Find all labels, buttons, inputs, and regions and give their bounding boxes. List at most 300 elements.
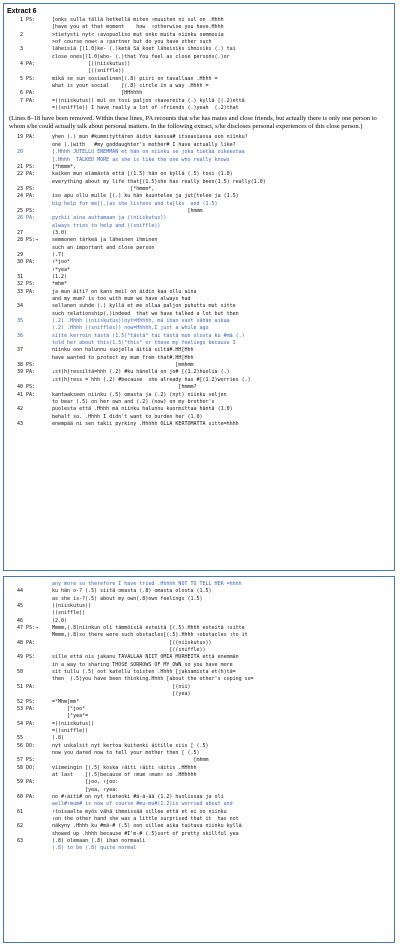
utterance-text: kaiken mun elämästä että [(1.5) hän on kyllä (.5) tosi (1.0) bbox=[52, 171, 233, 178]
line-number: 27 bbox=[16, 229, 23, 236]
transcript-line bbox=[7, 274, 391, 281]
transcript-line bbox=[7, 54, 391, 61]
transcript-line bbox=[7, 588, 391, 595]
transcript-line bbox=[7, 289, 391, 296]
speaker-label: PA: bbox=[26, 193, 36, 200]
line-number bbox=[7, 355, 26, 362]
transcript-line bbox=[7, 186, 391, 193]
line-number: 28 bbox=[16, 237, 23, 244]
speaker-label bbox=[26, 728, 52, 735]
speaker-label: PS: bbox=[26, 17, 36, 23]
utterance-text: [(nii) bbox=[52, 683, 191, 690]
utterance-text: sitte kerroin tästä (1.5)°tästä° tai tästä mun olosta ku #mä (.) bbox=[52, 332, 245, 339]
speaker-label: PA: bbox=[26, 134, 36, 141]
speaker-label: PA: bbox=[26, 720, 36, 727]
transcript-line bbox=[7, 662, 391, 669]
speaker-label bbox=[26, 318, 52, 325]
line-number bbox=[7, 632, 26, 639]
utterance-text: [*hmmm*, bbox=[52, 163, 77, 170]
utterance-text: [(yea) bbox=[52, 691, 191, 698]
speaker-label: PS: bbox=[26, 185, 36, 192]
transcript-line bbox=[7, 676, 391, 683]
speaker-label bbox=[26, 610, 52, 617]
utterance-text: [have you at that moment how ↑otherwise you have.Hhhh bbox=[52, 24, 224, 31]
utterance-text: kantaakseen niinku (.5) omasta ja (.2) (nyt) niinku veljen bbox=[52, 391, 227, 398]
line-number: 47 bbox=[16, 625, 23, 632]
line-number bbox=[7, 816, 26, 823]
line-number bbox=[7, 179, 26, 186]
transcript-lines-1b bbox=[7, 134, 391, 428]
speaker-label bbox=[26, 632, 52, 639]
speaker-label: PS: bbox=[26, 362, 36, 369]
speaker-label bbox=[26, 750, 52, 757]
transcript-line bbox=[7, 355, 391, 362]
utterance-text: [°joo° bbox=[52, 705, 86, 712]
line-number: 52 bbox=[16, 698, 23, 705]
line-number bbox=[7, 662, 26, 669]
speaker-label bbox=[26, 669, 52, 676]
line-number bbox=[7, 105, 26, 112]
transcript-lines-2 bbox=[7, 581, 391, 853]
speaker-label bbox=[26, 676, 52, 683]
line-number: 22 bbox=[16, 171, 23, 178]
transcript-line bbox=[7, 377, 391, 384]
utterance-text: no #↑äiti# on nyt tietenki #ä-ä-ää (1.2) huolissaa ja oli bbox=[52, 793, 224, 800]
speaker-label bbox=[26, 809, 52, 816]
transcript-line bbox=[7, 713, 391, 720]
transcript-panel-bottom bbox=[3, 576, 395, 943]
line-number: 35 bbox=[16, 318, 23, 325]
speaker-label bbox=[26, 414, 52, 421]
transcript-line bbox=[7, 787, 391, 794]
transcript-line bbox=[7, 296, 391, 303]
transcript-line bbox=[7, 311, 391, 318]
line-number: 6 bbox=[19, 90, 23, 97]
line-number bbox=[7, 267, 26, 274]
transcript-line bbox=[7, 728, 391, 735]
transcript-line bbox=[7, 237, 391, 244]
omission-note: (Lines 8–18 have been removed. Within these lines, PA recounts that s/he has mates and close friends, but actually there is only one person to whom s/he could actually talk about personal matters. In the following extract, s/he discloses personal experiences of this close person.) bbox=[9, 115, 377, 131]
line-number bbox=[7, 845, 26, 852]
utterance-text: (.8) to be (.8) quite normal bbox=[52, 845, 137, 852]
line-number: 2 bbox=[19, 31, 23, 38]
transcript-line bbox=[7, 735, 391, 742]
transcript-line bbox=[7, 384, 391, 391]
speaker-label: PS: bbox=[26, 163, 36, 170]
speaker-label bbox=[26, 39, 52, 46]
line-number bbox=[7, 801, 26, 808]
line-number: 39 bbox=[16, 369, 23, 376]
utterance-text: nyt uskalsit nyt kertoa kuitenki äitille siis [ (.5) bbox=[52, 742, 209, 749]
line-number bbox=[7, 39, 26, 46]
utterance-text: [yea, ↑yea: bbox=[52, 786, 119, 793]
transcript-line bbox=[7, 32, 391, 39]
utterance-text: ku hän o-? (.5) siitä omasta (.8) omasta olosta (1.5) bbox=[52, 588, 212, 595]
speaker-label bbox=[26, 581, 52, 588]
transcript-line bbox=[7, 838, 391, 845]
transcript-line bbox=[7, 625, 391, 632]
line-number: 41 bbox=[16, 391, 23, 398]
line-number: 33 bbox=[16, 288, 23, 295]
line-number: 5 bbox=[19, 75, 23, 82]
utterance-text: big help for me[(.)as she listens and ta[lks and (1.5) bbox=[52, 200, 218, 207]
utterance-text: ((sniffle)) bbox=[52, 610, 86, 617]
transcript-line bbox=[7, 17, 391, 24]
utterance-text: [hmmm bbox=[52, 207, 203, 214]
utterance-text: [joo, ↑joo: bbox=[52, 779, 119, 786]
transcript-line bbox=[7, 823, 391, 830]
utterance-text: semmonen tärkeä ja läheinen ihminen bbox=[52, 237, 158, 244]
utterance-text: in a way to sharing THOSE SORROWS OF MY OWN so you have more bbox=[52, 661, 233, 668]
transcript-line bbox=[7, 149, 391, 156]
transcript-line bbox=[7, 801, 391, 808]
utterance-text: ↑*yea* bbox=[52, 266, 71, 273]
utterance-text: (.8) bbox=[52, 735, 65, 742]
speaker-label bbox=[26, 838, 52, 845]
transcript-line bbox=[7, 245, 391, 252]
utterance-text: (.2) .Hhhh ((sniffles)) now=Hhhhh,I just a while ago bbox=[52, 325, 209, 332]
utterance-text: =((niiskutus)) bbox=[52, 720, 95, 727]
utterance-text: at last [(.5)because of ↑mum ↑mum↑ so .HHhhhh bbox=[52, 771, 197, 778]
utterance-text: [.Hhhh TALKED MORE as she is like the one who really knows bbox=[52, 156, 230, 163]
utterance-text: any more so therefore I have tried .Hhhhh NOT TO TELL HER =hhhh bbox=[52, 581, 242, 587]
transcript-line bbox=[7, 369, 391, 376]
transcript-line bbox=[7, 68, 391, 75]
utterance-text: close ones[(1.0)who- (.)that You feel as close persons(.)or bbox=[52, 53, 230, 60]
utterance-text: [((sniffle)) bbox=[52, 647, 206, 654]
utterance-text: well#↑mum# is now of course #mu-mu#(1.2)is worried about and bbox=[52, 801, 233, 808]
transcript-line bbox=[7, 699, 391, 706]
line-number: 43 bbox=[16, 420, 23, 427]
line-number: 19 bbox=[16, 134, 23, 141]
speaker-label: PA: bbox=[26, 391, 36, 398]
speaker-label bbox=[26, 713, 52, 720]
line-number: 23 bbox=[16, 185, 23, 192]
utterance-text: have wanted to protect my mum from that#.HH[Hhh bbox=[52, 354, 194, 361]
line-number bbox=[7, 728, 26, 735]
speaker-label bbox=[26, 588, 52, 595]
speaker-label bbox=[26, 406, 52, 413]
utterance-text: =((sniffle)) bbox=[52, 727, 89, 734]
utterance-text: [.Hhhh JUTELLU ENEMMÄN et hän on niinku se joka tietää oikeestaa bbox=[52, 149, 245, 156]
speaker-label bbox=[26, 772, 52, 779]
transcript-line bbox=[7, 669, 391, 676]
speaker-label: PS:→ bbox=[26, 625, 39, 632]
utterance-text: ((niiskutus)) bbox=[52, 603, 92, 610]
transcript-line bbox=[7, 596, 391, 603]
line-number bbox=[7, 750, 26, 757]
transcript-line bbox=[7, 647, 391, 654]
line-number: 37 bbox=[16, 347, 23, 354]
speaker-label: PS: bbox=[26, 384, 36, 391]
transcript-line bbox=[7, 201, 391, 208]
utterance-text: [((niiskutus)) bbox=[52, 61, 131, 68]
utterance-text: then (.5)you have been thinking.Hhhh [about the other's coping so= bbox=[52, 676, 254, 683]
line-number bbox=[7, 325, 26, 332]
speaker-label: PS:→ bbox=[26, 237, 39, 244]
line-number: 48 bbox=[16, 639, 23, 646]
utterance-text: (.7) bbox=[52, 251, 65, 258]
transcript-line bbox=[7, 654, 391, 661]
line-number: 4 bbox=[19, 61, 23, 68]
speaker-label bbox=[26, 83, 52, 90]
utterance-text: sit tullu (.5) oot katellu toisten .Hhhh [jaksamista et(h)tä= bbox=[52, 669, 236, 676]
speaker-label bbox=[26, 142, 52, 149]
line-number bbox=[7, 83, 26, 90]
utterance-text: [*hmmm*, bbox=[52, 185, 155, 192]
transcript-line bbox=[7, 98, 391, 105]
speaker-label bbox=[26, 32, 52, 39]
line-number bbox=[7, 68, 26, 75]
speaker-label bbox=[26, 377, 52, 384]
speaker-label bbox=[26, 333, 52, 340]
speaker-label bbox=[26, 801, 52, 808]
utterance-text: to bear (.5) on her own and (.2) (now) on my brother's bbox=[52, 398, 215, 405]
line-number: 20 bbox=[16, 149, 23, 156]
utterance-text: one (.)with #my goddaughter's mother# I have actually like? bbox=[52, 141, 236, 148]
transcript-line bbox=[7, 772, 391, 779]
line-number: 7 bbox=[19, 97, 23, 104]
transcript-line bbox=[7, 845, 391, 852]
utterance-text: [HHhhhh bbox=[52, 90, 143, 97]
line-number bbox=[7, 296, 26, 303]
utterance-text: enempää ni sen takii pyrkiny .Hhhhh OLLA KERTOMATTA sitte=hhhh bbox=[52, 420, 239, 427]
line-number bbox=[7, 647, 26, 654]
utterance-text: [mhmm bbox=[52, 757, 209, 764]
line-number bbox=[7, 245, 26, 252]
line-number bbox=[7, 713, 26, 720]
transcript-line bbox=[7, 340, 391, 347]
speaker-label bbox=[26, 54, 52, 61]
transcript-line bbox=[7, 816, 391, 823]
speaker-label bbox=[26, 157, 52, 164]
utterance-text: ↓st(h)ress = hhh (.2) #because she already has #[(1.2)worries (.) bbox=[52, 376, 251, 383]
utterance-text: yhen (.) mun #kummityttären äidin kanssa# itseasiassa oon niinku? bbox=[52, 134, 248, 141]
line-number bbox=[7, 610, 26, 617]
utterance-text: >of course now< a ↑partner but do you have other such bbox=[52, 39, 212, 46]
line-number: 1 bbox=[19, 17, 23, 23]
utterance-text: told her about this(1.5)°this° or these my feelings because I bbox=[52, 340, 236, 347]
line-number: 49 bbox=[16, 654, 23, 661]
line-number bbox=[7, 414, 26, 421]
transcript-line bbox=[7, 61, 391, 68]
utterance-text: ↑*joo* bbox=[52, 259, 71, 266]
transcript-line bbox=[7, 142, 391, 149]
utterance-text: =((niiskutus)) mul on tosi paljon ↑kavereita (.) kyllä [(.2)että bbox=[52, 97, 245, 104]
utterance-text: niinku oon halunnu suojella äitiä siltä#.HH[Hhh bbox=[52, 347, 194, 354]
line-number: 44 bbox=[16, 588, 23, 595]
transcript-line bbox=[7, 39, 391, 46]
line-number: 61 bbox=[16, 808, 23, 815]
speaker-label bbox=[26, 311, 52, 318]
speaker-label bbox=[26, 347, 52, 354]
speaker-label: PA: bbox=[26, 61, 36, 68]
speaker-label bbox=[26, 340, 52, 347]
speaker-label: PA: bbox=[26, 259, 36, 266]
line-number: 42 bbox=[16, 406, 23, 413]
utterance-text: what is your social [(.8) circle in a way .Hhhh = bbox=[52, 83, 209, 90]
speaker-label bbox=[26, 845, 52, 852]
utterance-text: behalf so. .Hhhh I didn't want to burden her (1.0) bbox=[52, 413, 203, 420]
transcript-line bbox=[7, 809, 391, 816]
speaker-label: PA: bbox=[26, 639, 36, 646]
speaker-label bbox=[26, 223, 52, 230]
transcript-line bbox=[7, 406, 391, 413]
line-number: 56 bbox=[16, 742, 23, 749]
transcript-line bbox=[7, 610, 391, 617]
line-number bbox=[7, 340, 26, 347]
speaker-label: PA: bbox=[26, 793, 36, 800]
transcript-panel-top bbox=[3, 3, 395, 571]
transcript-line bbox=[7, 794, 391, 801]
transcript-line bbox=[7, 750, 391, 757]
speaker-label bbox=[26, 618, 52, 625]
transcript-line bbox=[7, 399, 391, 406]
utterance-text: >tietysti nyt< ↑avopuoliso mut onks muita niinku semmosia bbox=[52, 31, 224, 38]
utterance-text: [hmmm? bbox=[52, 384, 197, 391]
line-number bbox=[7, 311, 26, 318]
line-number bbox=[7, 142, 26, 149]
utterance-text: näkyny .Hhhh ku #mä-# (.5) oon sillee aika taitava niinku kyllä bbox=[52, 823, 242, 830]
transcript-line bbox=[7, 603, 391, 610]
line-number bbox=[7, 377, 26, 384]
utterance-text: [((niiskutus)) bbox=[52, 639, 212, 646]
line-number bbox=[7, 831, 26, 838]
transcript-line bbox=[7, 347, 391, 354]
utterance-text: (.8) olemaan (.8) ihan normaali bbox=[52, 838, 146, 845]
utterance-text: (2.0) bbox=[52, 617, 68, 624]
transcript-line bbox=[7, 208, 391, 215]
speaker-label: PS: bbox=[26, 698, 36, 705]
line-number: 21 bbox=[16, 163, 23, 170]
speaker-label bbox=[26, 179, 52, 186]
utterance-text: ↓st(h)ressiltä=hhh (.2) #ku hänellä on jo# [(1.2)huolia (.) bbox=[52, 369, 230, 376]
utterance-text: such relationship(.)indeed that we have talked a lot but then bbox=[52, 310, 239, 317]
transcript-line bbox=[7, 303, 391, 310]
line-number: 60 bbox=[16, 793, 23, 800]
line-number: 3 bbox=[19, 46, 23, 53]
speaker-label bbox=[26, 831, 52, 838]
utterance-text: Mmmm,(.8)niinkun oli tämmöisiä esteitä [(.5).Hhhh esteitä ↑sitte bbox=[52, 625, 245, 632]
speaker-label bbox=[26, 662, 52, 669]
line-number: 26 bbox=[16, 215, 23, 222]
speaker-label bbox=[26, 647, 52, 654]
speaker-label: PA: bbox=[26, 705, 36, 712]
utterance-text: (.2) .Hhhh ((niiskutus))nyt=Hhhhh, mä ihan vast vähän aikaa bbox=[52, 318, 230, 325]
speaker-label: PS: bbox=[26, 281, 36, 288]
transcript-line bbox=[7, 105, 391, 112]
utterance-text: such an important and close person bbox=[52, 244, 155, 251]
utterance-text: *mhm* bbox=[52, 281, 68, 288]
utterance-text: ↑on the other hand she was a little surprised that it has not bbox=[52, 816, 239, 822]
utterance-text: now you dared now to tell your mother then [ (.5) bbox=[52, 749, 200, 756]
transcript-line bbox=[7, 46, 391, 53]
transcript-line bbox=[7, 230, 391, 237]
utterance-text: and my mum? is too with mum we have always had bbox=[52, 296, 191, 303]
utterance-text: mikä se sun sosiaalinen[(.8) piiri on tavallaan .Hhhh = bbox=[52, 75, 218, 82]
speaker-label bbox=[26, 603, 52, 610]
line-number bbox=[7, 676, 26, 683]
transcript-lines-1 bbox=[7, 17, 391, 112]
line-number: 32 bbox=[16, 281, 23, 288]
speaker-label bbox=[26, 252, 52, 259]
line-number: 45 bbox=[16, 603, 23, 610]
speaker-label bbox=[26, 201, 52, 208]
speaker-label bbox=[26, 691, 52, 698]
speaker-label: PS: bbox=[26, 207, 36, 214]
speaker-label bbox=[26, 596, 52, 603]
speaker-label: PA: bbox=[26, 97, 36, 104]
transcript-line bbox=[7, 421, 391, 428]
line-number: 25 bbox=[16, 207, 23, 214]
transcript-line bbox=[7, 179, 391, 186]
line-number: 34 bbox=[16, 303, 23, 310]
utterance-text: [°yea°= bbox=[52, 713, 89, 720]
utterance-text: as she is-?(.5) about my own(.8)own feelings (1.5) bbox=[52, 595, 203, 602]
utterance-text: [mmhmm bbox=[52, 362, 194, 369]
transcript-line bbox=[7, 414, 391, 421]
utterance-text: puolesta että .Hhhh mä niinku halunnu kuormittaa häntä (1.0) bbox=[52, 406, 233, 413]
line-number: 38 bbox=[16, 362, 23, 369]
speaker-label: DO: bbox=[26, 764, 36, 771]
transcript-line bbox=[7, 281, 391, 288]
speaker-label bbox=[26, 823, 52, 830]
transcript-line bbox=[7, 171, 391, 178]
line-number bbox=[7, 787, 26, 794]
utterance-text: sellanen suhde (.) kyllä et me ollaa paljon puhuttu mut sitte bbox=[52, 303, 236, 310]
transcript-line bbox=[7, 252, 391, 259]
speaker-label bbox=[26, 735, 52, 742]
transcript-line bbox=[7, 765, 391, 772]
line-number: 62 bbox=[16, 823, 23, 830]
line-number bbox=[7, 54, 26, 61]
utterance-text: iso apu ollu mulle [(.) ku hän kuuntelee ja jut[telee ja (1.5) bbox=[52, 193, 239, 200]
speaker-label bbox=[26, 267, 52, 274]
speaker-label bbox=[26, 68, 52, 75]
transcript-line bbox=[7, 318, 391, 325]
speaker-label: PA: bbox=[26, 215, 36, 222]
utterance-text: pyrkii aina auttamaan ja ((niiskutus)) bbox=[52, 215, 167, 222]
transcript-line bbox=[7, 392, 391, 399]
line-number: 51 bbox=[16, 683, 23, 690]
line-number bbox=[7, 399, 26, 406]
speaker-label: PA: bbox=[26, 683, 36, 690]
utterance-text: ja mun äiti? on kans meil on äidin kaa ollu aina bbox=[52, 288, 197, 295]
speaker-label bbox=[26, 816, 52, 823]
transcript-line bbox=[7, 259, 391, 266]
line-number: 53 bbox=[16, 705, 23, 712]
transcript-line bbox=[7, 223, 391, 230]
transcript-line bbox=[7, 164, 391, 171]
utterance-text: ↑toisaalta myös vähä ihmeissää sillee että et ei oo niinku bbox=[52, 808, 227, 815]
extract-title: Extract 6 bbox=[7, 8, 37, 15]
transcript-line bbox=[7, 333, 391, 340]
line-number: 40 bbox=[16, 384, 23, 391]
line-number bbox=[7, 691, 26, 698]
line-number: 31 bbox=[16, 274, 23, 280]
speaker-label bbox=[26, 245, 52, 252]
line-number: 55 bbox=[16, 735, 23, 742]
line-number: 59 bbox=[16, 779, 23, 786]
speaker-label: PS: bbox=[26, 75, 36, 82]
transcript-line bbox=[7, 632, 391, 639]
transcript-line bbox=[7, 157, 391, 164]
line-number: 50 bbox=[16, 669, 23, 676]
line-number: 29 bbox=[16, 251, 23, 258]
speaker-label: DO: bbox=[26, 742, 36, 749]
speaker-label bbox=[26, 303, 52, 310]
speaker-label: PA: bbox=[26, 90, 36, 97]
